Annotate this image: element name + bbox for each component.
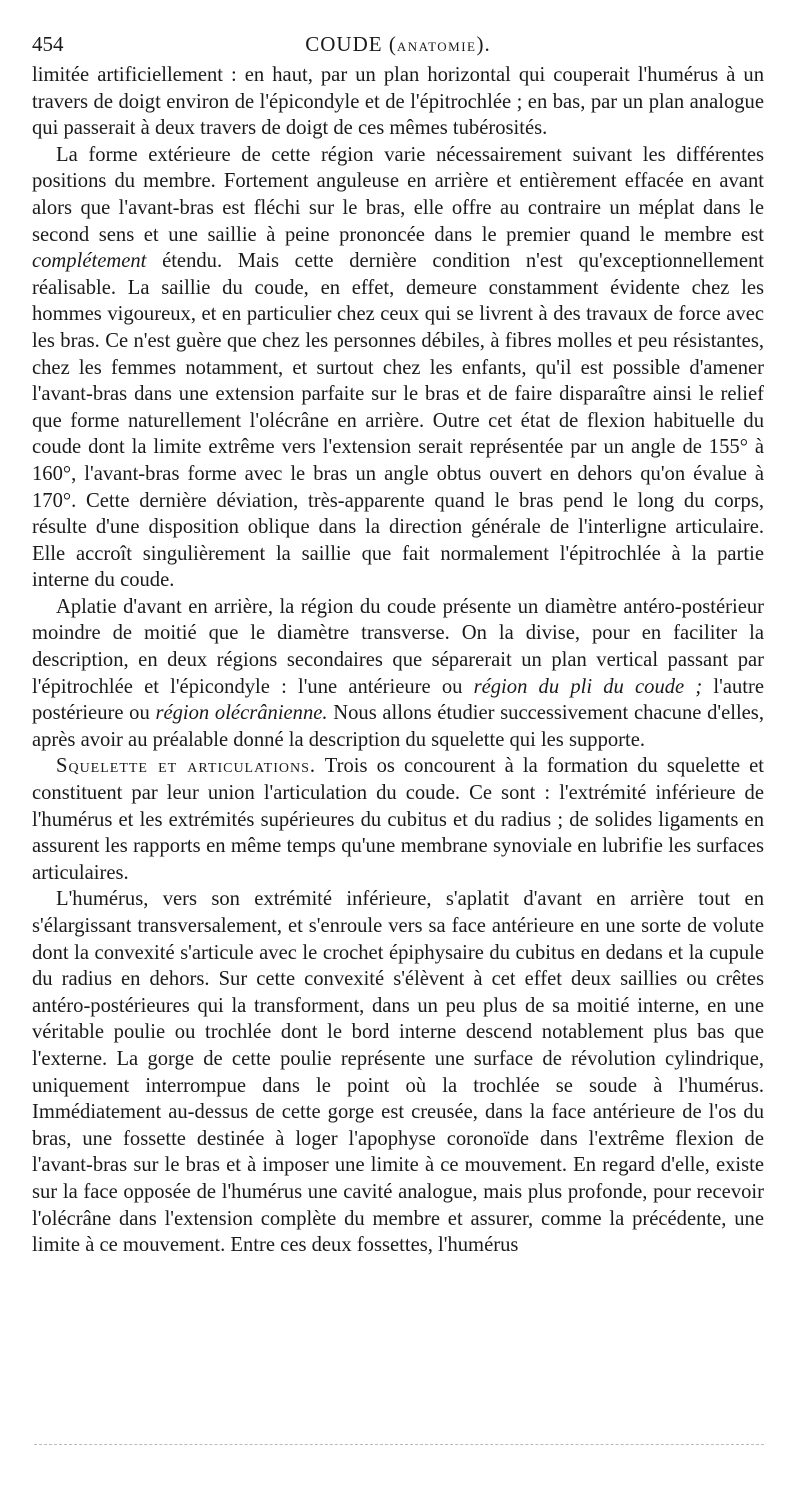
footer-rule xyxy=(34,1444,764,1445)
paragraph-continuation xyxy=(32,62,764,142)
emphasis-text: région du pli du coude ; xyxy=(473,675,703,698)
page-number: 454 xyxy=(32,32,64,56)
running-title-open: ( xyxy=(382,32,397,56)
paragraph-text: Aplatie d'avant en arrière, la région du coude présente un diamètre antéro-postérieur moindre de moitié que le diamètre transverse. On la divise, pour en faciliter la description, en deux régions secondaires que séparerait un plan vertical passant par l'épitrochlée et l'épicondyle : l'une antérieure ou xyxy=(32,595,764,698)
paragraph-divisions xyxy=(32,594,764,754)
paragraph-text: l'autre postérieure ou xyxy=(32,675,765,725)
page xyxy=(32,30,764,1259)
running-head xyxy=(32,30,764,58)
paragraph-humerus xyxy=(32,886,764,1258)
paragraph-text: étendu. Mais cette dernière condition n'est qu'exceptionnellement réalisable. La saillie du coude, en effet, demeure constamment évidente chez les hommes vigoureux, et en particulier chez ceux qui se livrent à des travaux de force avec les bras. Ce n'est guère que chez les personnes débiles, à fibres molles et peu résistantes, chez les femmes notamment, et surtout chez les enfants, qu'il est possible d'amener l'avant-bras dans une extension parfaite sur le bras et de faire disparaître ainsi le relief que forme naturellement l'olécrâne en arrière. Outre cet état de flexion habituelle du coude dont la limite extrême vers l'extension serait représentée par un angle de 155° à 160°, l'avant-bras forme avec le bras un angle obtus ouvert en dehors qu'on évalue à 170°. Cette dernière déviation, très-apparente quand le bras pend le long du corps, résulte d'une disposition oblique dans la direction générale de l'interligne articulaire. Elle accroît singulièrement la saillie que fait normalement l'épitrochlée à la partie interne du coude. xyxy=(32,250,764,592)
paragraph-forme-exterieure xyxy=(32,142,764,594)
paragraph-squelette xyxy=(32,753,764,886)
section-heading: Squelette et articulations. xyxy=(56,755,317,778)
running-title xyxy=(32,30,764,61)
emphasis-text: région olécrânienne. xyxy=(155,702,328,725)
paragraph-text: L'humérus, vers son extrémité inférieure, s'aplatit d'avant en arrière tout en s'élargissant transversalement, et s'enroule vers sa face antérieure en une sorte de volute dont la convexité s'articule avec le crochet épiphysaire du cubitus en dedans et la cupule du radius en dehors. Sur cette convexité s'élèvent à cet effet deux saillies ou crêtes antéro-postérieures qui la transforment, dans un peu plus de sa moitié interne, en une véritable poulie ou trochlée dont le bord interne descend notablement plus bas que l'externe. La gorge de cette poulie représente une surface de révolution cylindrique, uniquement interrompue dans le point où la trochlée se soude à l'humérus. Immédiatement au-dessus de cette gorge est creusée, dans la face antérieure de l'os du bras, une fossette destinée à loger l'apophyse coronoïde dans l'extrême flexion de l'avant-bras sur le bras et à imposer une limite à ce mouvement. En regard d'elle, existe sur la face opposée de l'humérus une cavité analogue, mais plus profonde, pour recevoir l'olécrâne dans l'extension complète du membre et assurer, comme la précédente, une limite à ce mouvement. Entre ces deux fossettes, l'humérus xyxy=(32,888,764,1257)
running-title-close: ). xyxy=(476,32,491,56)
emphasis-text: complétement xyxy=(32,250,147,273)
running-title-main: COUDE xyxy=(305,32,383,56)
paragraph-text: limitée artificiellement : en haut, par un plan horizontal qui couperait l'humérus à un travers de doigt environ de l'épicondyle et de l'épitrochlée ; en bas, par un plan analogue qui passerait à deux travers de doigt de ces mêmes tubérosités. xyxy=(32,64,764,140)
body-text xyxy=(32,62,764,1259)
paragraph-text: La forme extérieure de cette région varie nécessairement suivant les différentes positions du membre. Fortement anguleuse en arrière et entièrement effacée en avant alors que l'avant-bras est fléchi sur le bras, elle offre au contraire un méplat dans le second sens et une saillie à peine prononcée dans le premier quand le membre est xyxy=(32,143,764,246)
running-title-sub: ANATOMIE xyxy=(396,39,477,54)
paragraph-text: Trois os concourent à la formation du squelette et constituent par leur union l'articulation du coude. Ce sont : l'extrémité inférieure de l'humérus et les extrémités supérieures du cubitus et du radius ; de solides ligaments en assurent les rapports en même temps qu'une membrane synoviale en lubrifie les surfaces articulaires. xyxy=(32,755,764,884)
paragraph-text: Nous allons étudier successivement chacune d'elles, après avoir au préalable donné la description du squelette qui les supporte. xyxy=(32,702,764,751)
